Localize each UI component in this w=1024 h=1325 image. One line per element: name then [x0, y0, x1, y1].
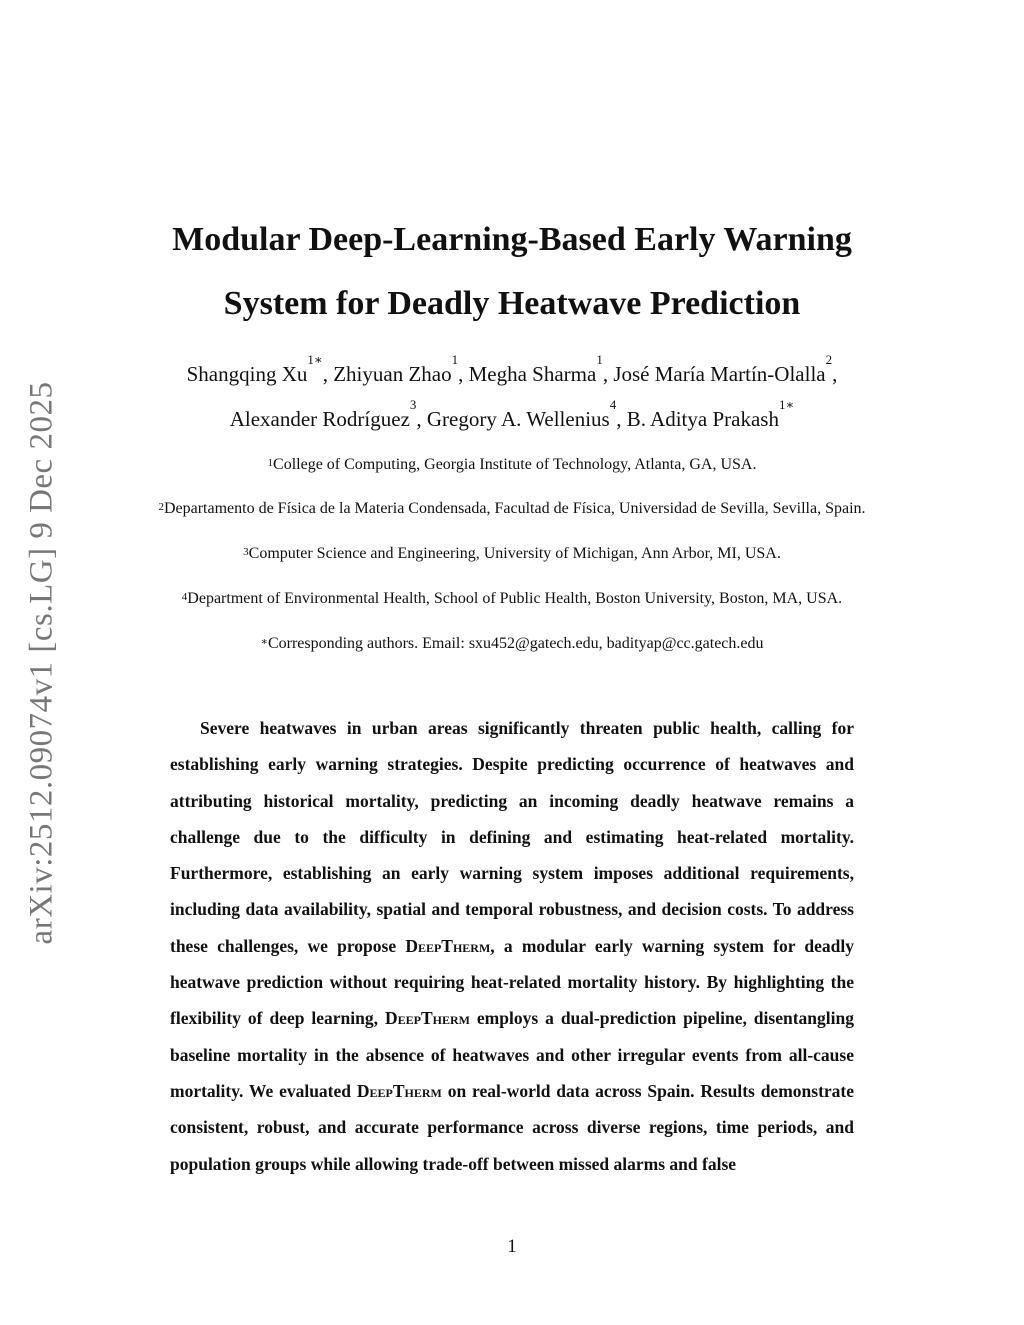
author: José María Martín-Olalla$^2$, — [613, 352, 838, 386]
title-line-1: Modular Deep-Learning-Based Early Warning — [172, 221, 852, 258]
author: Zhiyuan Zhao$^1$, — [333, 352, 469, 386]
author: Shangqing $Xu^{1∗}$, — [186, 352, 334, 386]
author: B. Aditya Prakash$^{1∗}$ — [626, 397, 795, 431]
author: Megha Sharma$^1$, — [468, 352, 614, 386]
author: Alexander Rodríguez$^3$, — [229, 397, 427, 431]
affiliation: $^2$Departamento de Física de la Materia Condensada, Facultad de Física, Universidad de Sevilla, Sevilla, Spain. — [158, 500, 866, 517]
page-number: 1 — [507, 1236, 517, 1257]
system-name: DeepTherm — [356, 1080, 442, 1101]
arxiv-id: arXiv:2512.09074v1 [cs.LG] 9 Dec 2025 — [23, 381, 60, 944]
system-name: DeepTherm — [384, 1008, 470, 1029]
abstract: Severe heatwaves in urban areas significantly threaten public health, calling for establishing early warning strategies. Despite predicting occurrence of heatwaves and attributing historical mortality, predicting an incoming deadly heatwave remains a challenge due to the difficulty in defining and estimating heat-related mortality. Furthermore, establishing an early warning system imposes additional requirements, including data availability, spatial and temporal robustness, and decision costs. To address these challenges, we propose DeepTherm, a modular early warning system for deadly heatwave prediction without requiring heat-related mortality history. By highlighting the flexibility of deep learning, DeepTherm employs a dual-prediction pipeline, disentangling baseline mortality in the absence of heatwaves and other irregular events from all-cause mortality. We evaluated DeepTherm on real-world data across Spain. Results demonstrate consistent, robust, and accurate performance across diverse regions, time periods, and population groups while allowing trade-off between missed alarms and false — [170, 718, 855, 1174]
system-name: DeepTherm — [405, 935, 491, 956]
title-line-2: System for Deadly Heatwave Prediction — [223, 285, 801, 322]
arxiv-watermark — [22, 380, 62, 945]
affiliation: $^4$Department of Environmental Health, School of Public Health, Boston University, Boston, MA, USA. — [181, 590, 843, 607]
affiliation: $^1$College of Computing, Georgia Institute of Technology, Atlanta, GA, USA. — [267, 456, 757, 473]
affiliation: $^3$Computer Science and Engineering, University of Michigan, Ann Arbor, MI, USA. — [243, 545, 781, 562]
corresponding-authors: ∗Corresponding authors. Email: sxu452@gatech.edu, badityap@cc.gatech.edu — [260, 635, 764, 652]
author-list — [100, 352, 924, 442]
author: Gregory A. Wellenius$^4$, — [426, 397, 627, 431]
paper-title — [150, 208, 874, 336]
